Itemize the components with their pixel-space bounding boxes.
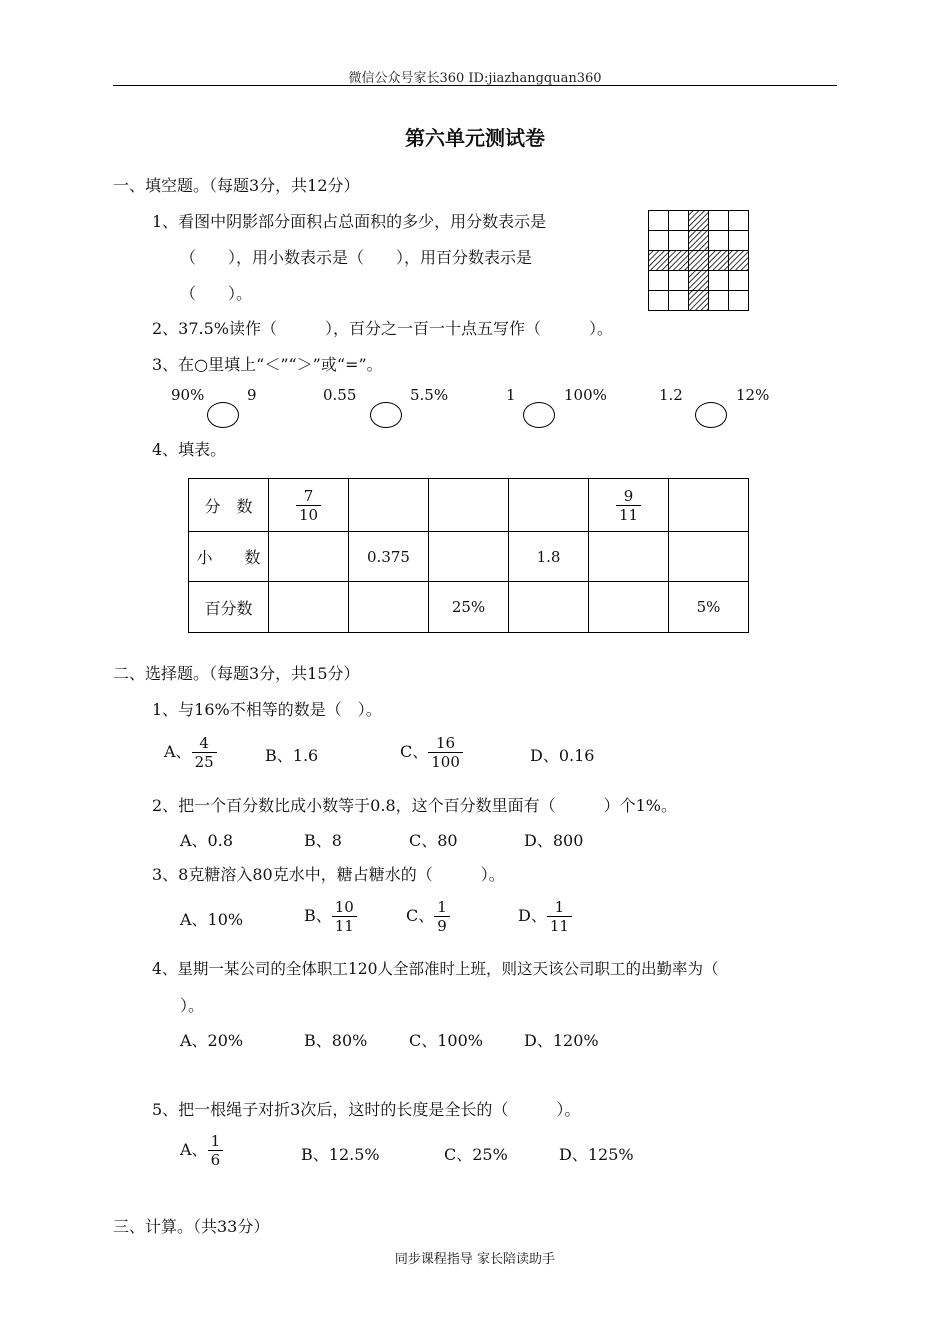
s2-q2-option-c[interactable]: C、80: [409, 831, 458, 850]
table-cell-blank[interactable]: [269, 532, 349, 582]
s2-q3-option-b[interactable]: [304, 898, 357, 935]
cmp1-circle[interactable]: [207, 402, 239, 428]
s2-q5-option-c[interactable]: C、25%: [444, 1145, 508, 1164]
option-label: A、: [164, 742, 192, 761]
s2-q3: 3、8克糖溶入80克水中，糖占糖水的（ ）。: [152, 865, 505, 884]
fraction-denominator: 10: [298, 505, 319, 524]
s2-q5-option-a[interactable]: [180, 1132, 223, 1169]
s1-q1-line3: （ ）。: [180, 284, 253, 303]
table-cell-blank[interactable]: [589, 532, 669, 582]
table-cell-blank[interactable]: [669, 479, 749, 532]
fraction: [434, 898, 450, 935]
fraction-denominator: 11: [618, 505, 639, 524]
cmp1-right: 9: [247, 386, 257, 404]
s2-q4-option-b[interactable]: B、80%: [304, 1031, 368, 1050]
shaded-grid-figure: [648, 210, 749, 311]
fraction: [208, 1132, 224, 1169]
s1-q3: 3、在○里填上“＜”“＞”或“=”。: [152, 355, 383, 374]
fraction-numerator: 16: [428, 734, 463, 753]
conversion-table: [188, 478, 749, 633]
s2-q2: 2、把一个百分数比成小数等于0.8，这个百分数里面有（ ）个1%。: [152, 796, 678, 815]
s1-q2: 2、37.5%读作（ ），百分之一百一十点五写作（ ）。: [152, 319, 614, 338]
section3-heading: 三、计算。（共33分）: [113, 1217, 270, 1236]
table-cell: [269, 479, 349, 532]
fraction-denominator: 6: [210, 1151, 221, 1169]
fraction-denominator: 100: [431, 753, 460, 771]
page-footer: 同步课程指导 家长陪读助手: [394, 1252, 556, 1267]
cmp4-circle[interactable]: [695, 402, 727, 428]
fraction: [547, 898, 572, 935]
s2-q2-option-d[interactable]: D、800: [524, 831, 584, 850]
table-cell-blank[interactable]: [349, 479, 429, 532]
option-label: B、: [304, 906, 332, 925]
fraction-denominator: 11: [334, 917, 354, 935]
table-cell: [589, 479, 669, 532]
s2-q4-line1: 4、星期一某公司的全体职工120人全部准时上班，则这天该公司职工的出勤率为（: [152, 960, 719, 978]
table-cell-blank[interactable]: [349, 582, 429, 633]
fraction: [428, 734, 463, 771]
option-label: C、: [406, 906, 435, 925]
fraction-denominator: 11: [549, 917, 569, 935]
fraction: [192, 734, 217, 771]
table-row: [189, 532, 749, 582]
row-label-percent: 百分数: [189, 582, 269, 633]
table-cell-blank[interactable]: [509, 479, 589, 532]
page-title: 第六单元测试卷: [405, 126, 545, 150]
s2-q4-option-d[interactable]: D、120%: [524, 1031, 599, 1050]
table-cell-blank[interactable]: [429, 479, 509, 532]
s2-q1-option-d[interactable]: D、0.16: [530, 746, 595, 765]
table-cell-blank[interactable]: [429, 532, 509, 582]
fraction-numerator: 1: [434, 898, 450, 917]
s1-q4: 4、填表。: [152, 440, 227, 459]
table-cell-blank[interactable]: [269, 582, 349, 633]
fraction-numerator: 1: [208, 1132, 224, 1151]
option-label: D、: [518, 906, 547, 925]
fraction-numerator: 1: [547, 898, 572, 917]
cmp3-left: 1: [506, 386, 516, 404]
fraction: [332, 898, 357, 935]
table-cell: 25%: [429, 582, 509, 633]
s1-q1-line1: 1、看图中阴影部分面积占总面积的多少，用分数表示是: [152, 212, 547, 231]
s2-q5-option-b[interactable]: B、12.5%: [301, 1145, 380, 1164]
s2-q2-option-b[interactable]: B、8: [304, 831, 342, 850]
table-cell-blank[interactable]: [669, 532, 749, 582]
fraction-numerator: 10: [332, 898, 357, 917]
s2-q4-option-a[interactable]: A、20%: [180, 1031, 244, 1050]
row-label-fraction: 分 数: [189, 479, 269, 532]
fraction-denominator: 25: [194, 753, 214, 771]
option-label: C、: [400, 742, 429, 761]
cmp4-left: 1.2: [659, 386, 683, 404]
row-label-decimal: 小 数: [189, 532, 269, 582]
s2-q5-option-d[interactable]: D、125%: [559, 1145, 634, 1164]
s2-q4-line2: ）。: [180, 996, 205, 1015]
s2-q1-option-b[interactable]: B、1.6: [265, 746, 319, 765]
table-cell: 0.375: [349, 532, 429, 582]
table-cell-blank[interactable]: [509, 582, 589, 633]
fraction-numerator: 4: [192, 734, 217, 753]
fraction-numerator: 7: [296, 487, 321, 506]
fraction: [616, 487, 641, 524]
s2-q4-option-c[interactable]: C、100%: [409, 1031, 483, 1050]
fraction: [296, 487, 321, 524]
page-header: 微信公众号家长360 ID:jiazhangquan360: [348, 71, 602, 86]
s2-q3-option-a[interactable]: A、10%: [180, 910, 244, 929]
fraction-numerator: 9: [616, 487, 641, 506]
fraction-denominator: 9: [437, 917, 447, 935]
s2-q1-option-c[interactable]: [400, 734, 463, 771]
cmp4-right: 12%: [736, 386, 770, 404]
cmp3-right: 100%: [564, 386, 607, 404]
option-label: A、: [180, 1140, 208, 1159]
shaded-region: [648, 210, 748, 310]
cmp2-circle[interactable]: [370, 402, 402, 428]
table-cell: 1.8: [509, 532, 589, 582]
s2-q3-option-c[interactable]: [406, 898, 450, 935]
table-row: [189, 479, 749, 532]
section2-heading: 二、选择题。（每题3分，共15分）: [113, 664, 360, 683]
cmp2-right: 5.5%: [410, 386, 449, 404]
s2-q1-option-a[interactable]: [164, 734, 217, 771]
s1-q1-line2: （ ），用小数表示是（ ），用百分数表示是: [180, 248, 533, 267]
s2-q3-option-d[interactable]: [518, 898, 572, 935]
section1-heading: 一、填空题。（每题3分，共12分）: [113, 176, 360, 195]
cmp3-circle[interactable]: [523, 402, 555, 428]
table-cell-blank[interactable]: [589, 582, 669, 633]
s2-q1: 1、与16%不相等的数是（ ）。: [152, 700, 382, 719]
header-rule: [113, 85, 837, 86]
cmp1-left: 90%: [171, 386, 205, 404]
table-cell: 5%: [669, 582, 749, 633]
cmp2-left: 0.55: [323, 386, 357, 404]
s2-q5: 5、把一根绳子对折3次后，这时的长度是全长的（ ）。: [152, 1100, 581, 1119]
s2-q2-option-a[interactable]: A、0.8: [180, 831, 234, 850]
table-row: [189, 582, 749, 633]
